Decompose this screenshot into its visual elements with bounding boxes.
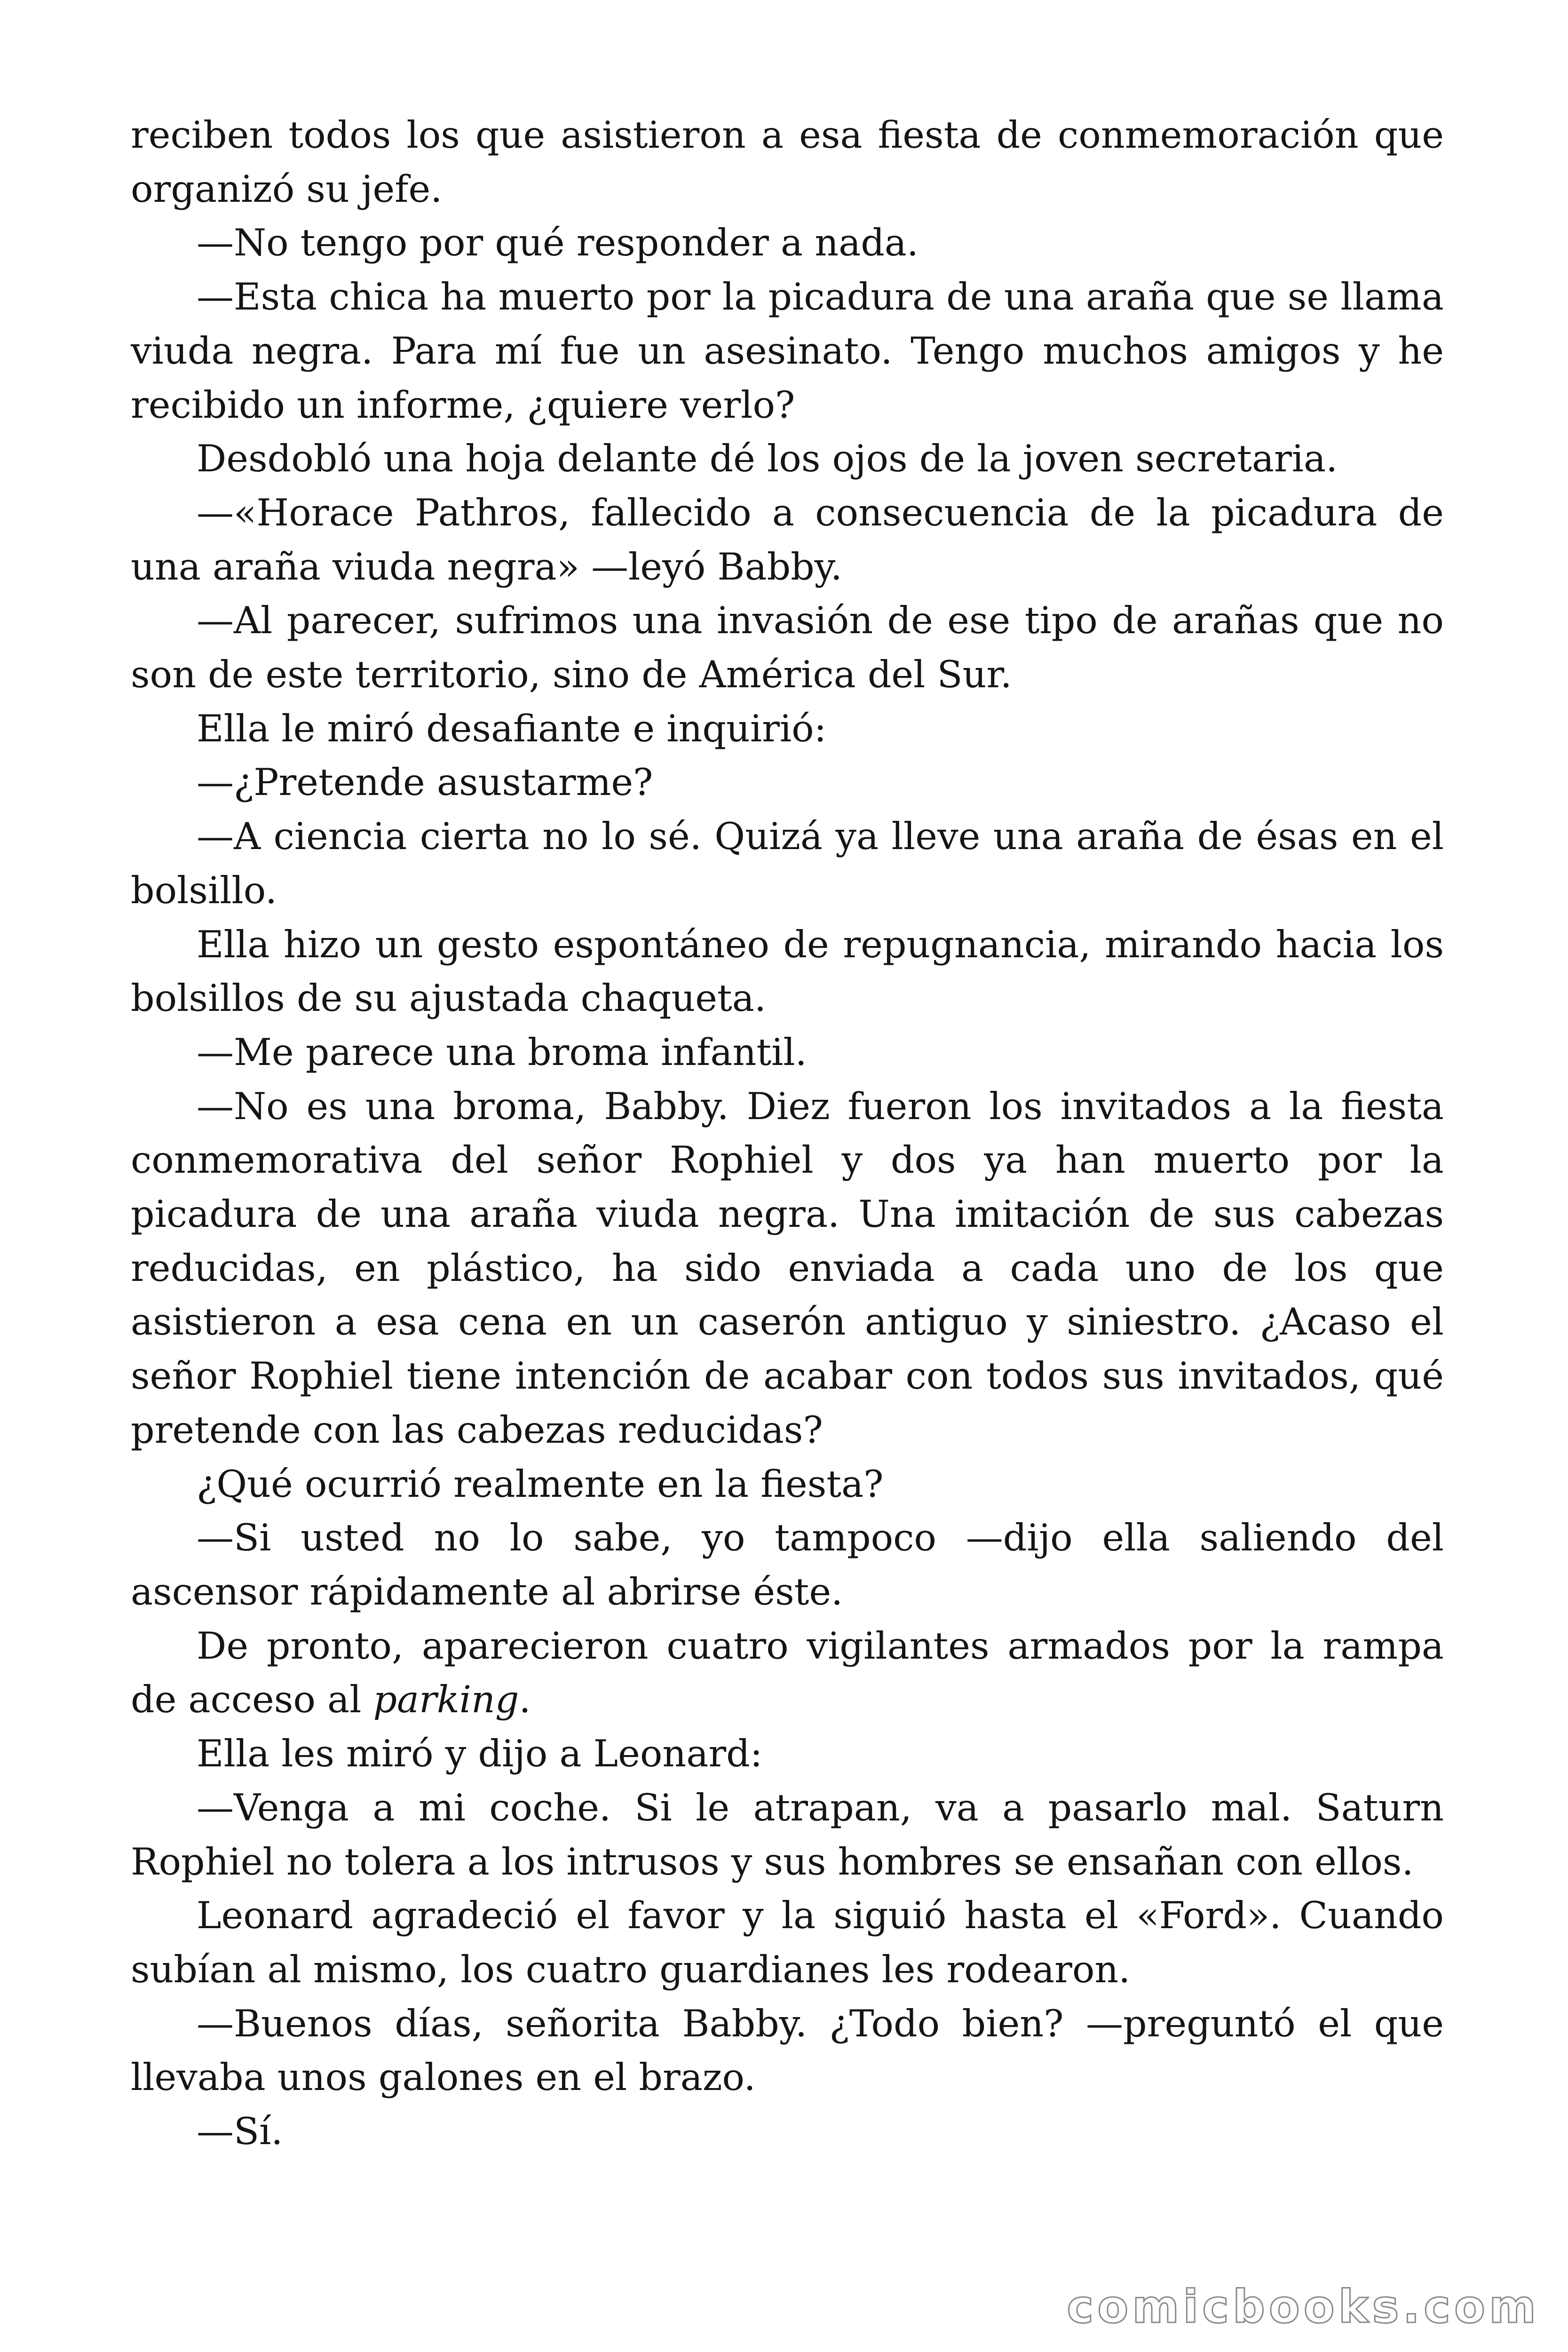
paragraph: Ella hizo un gesto espontáneo de repugnancia, mirando hacia los bolsillos de su ajustada chaqueta.: [131, 922, 1444, 1020]
watermark: comicbooks.com: [1067, 2280, 1540, 2333]
paragraph: —A ciencia cierta no lo sé. Quizá ya lleve una araña de ésas en el bolsillo.: [131, 815, 1444, 912]
paragraph: —Sí.: [197, 2110, 283, 2153]
paragraph: —Me parece una broma infantil.: [197, 1030, 807, 1074]
paragraph: —Buenos días, señorita Babby. ¿Todo bien? —preguntó el que llevaba unos galones en el brazo.: [131, 2002, 1444, 2099]
paragraph: reciben todos los que asistieron a esa fiesta de conmemoración que organizó su jefe.: [131, 113, 1444, 211]
paragraph: Ella les miró y dijo a Leonard:: [197, 1732, 763, 1776]
paragraph: —¿Pretende asustarme?: [197, 761, 653, 804]
paragraph: Desdobló una hoja delante dé los ojos de la joven secretaria.: [197, 437, 1338, 481]
paragraph: —Al parecer, sufrimos una invasión de ese tipo de arañas que no son de este territorio, sino de América del Sur.: [131, 599, 1444, 697]
emphasis-parking: parking: [373, 1678, 519, 1722]
paragraph: Ella le miró desafiante e inquirió:: [197, 707, 827, 750]
paragraph-parking: [131, 1619, 1444, 1727]
paragraph: —«Horace Pathros, fallecido a consecuencia de la picadura de una araña viuda negra» —leyó Babby.: [131, 491, 1444, 588]
page-body-text: [131, 108, 1444, 2159]
paragraph: —No tengo por qué responder a nada.: [197, 221, 919, 265]
paragraph: —No es una broma, Babby. Diez fueron los invitados a la fiesta conmemorativa del señor Rophiel y dos ya han muerto por la picadura de una araña viuda negra. Una imitación de sus cabezas reducidas, en plástico, ha sido enviada a cada uno de los que asistieron a esa cena en un caserón antiguo y siniestro. ¿Acaso el señor Rophiel tiene intención de acabar con todos sus invitados, qué pretende con las cabezas reducidas?: [131, 1084, 1444, 1452]
text-run: De pronto, aparecieron cuatro vigilantes armados por la rampa de acceso al: [131, 1624, 1444, 1722]
text-run: .: [519, 1678, 531, 1722]
paragraph: Leonard agradeció el favor y la siguió hasta el «Ford». Cuando subían al mismo, los cuatro guardianes les rodearon.: [131, 1894, 1444, 1991]
paragraph: —Esta chica ha muerto por la picadura de una araña que se llama viuda negra. Para mí fue un asesinato. Tengo muchos amigos y he recibido un informe, ¿quiere verlo?: [131, 275, 1444, 427]
paragraph: ¿Qué ocurrió realmente en la fiesta?: [197, 1462, 884, 1506]
paragraph: —Si usted no lo sabe, yo tampoco —dijo ella saliendo del ascensor rápidamente al abrirse éste.: [131, 1516, 1444, 1613]
paragraph: —Venga a mi coche. Si le atrapan, va a pasarlo mal. Saturn Rophiel no tolera a los intrusos y sus hombres se ensañan con ellos.: [131, 1786, 1444, 1883]
